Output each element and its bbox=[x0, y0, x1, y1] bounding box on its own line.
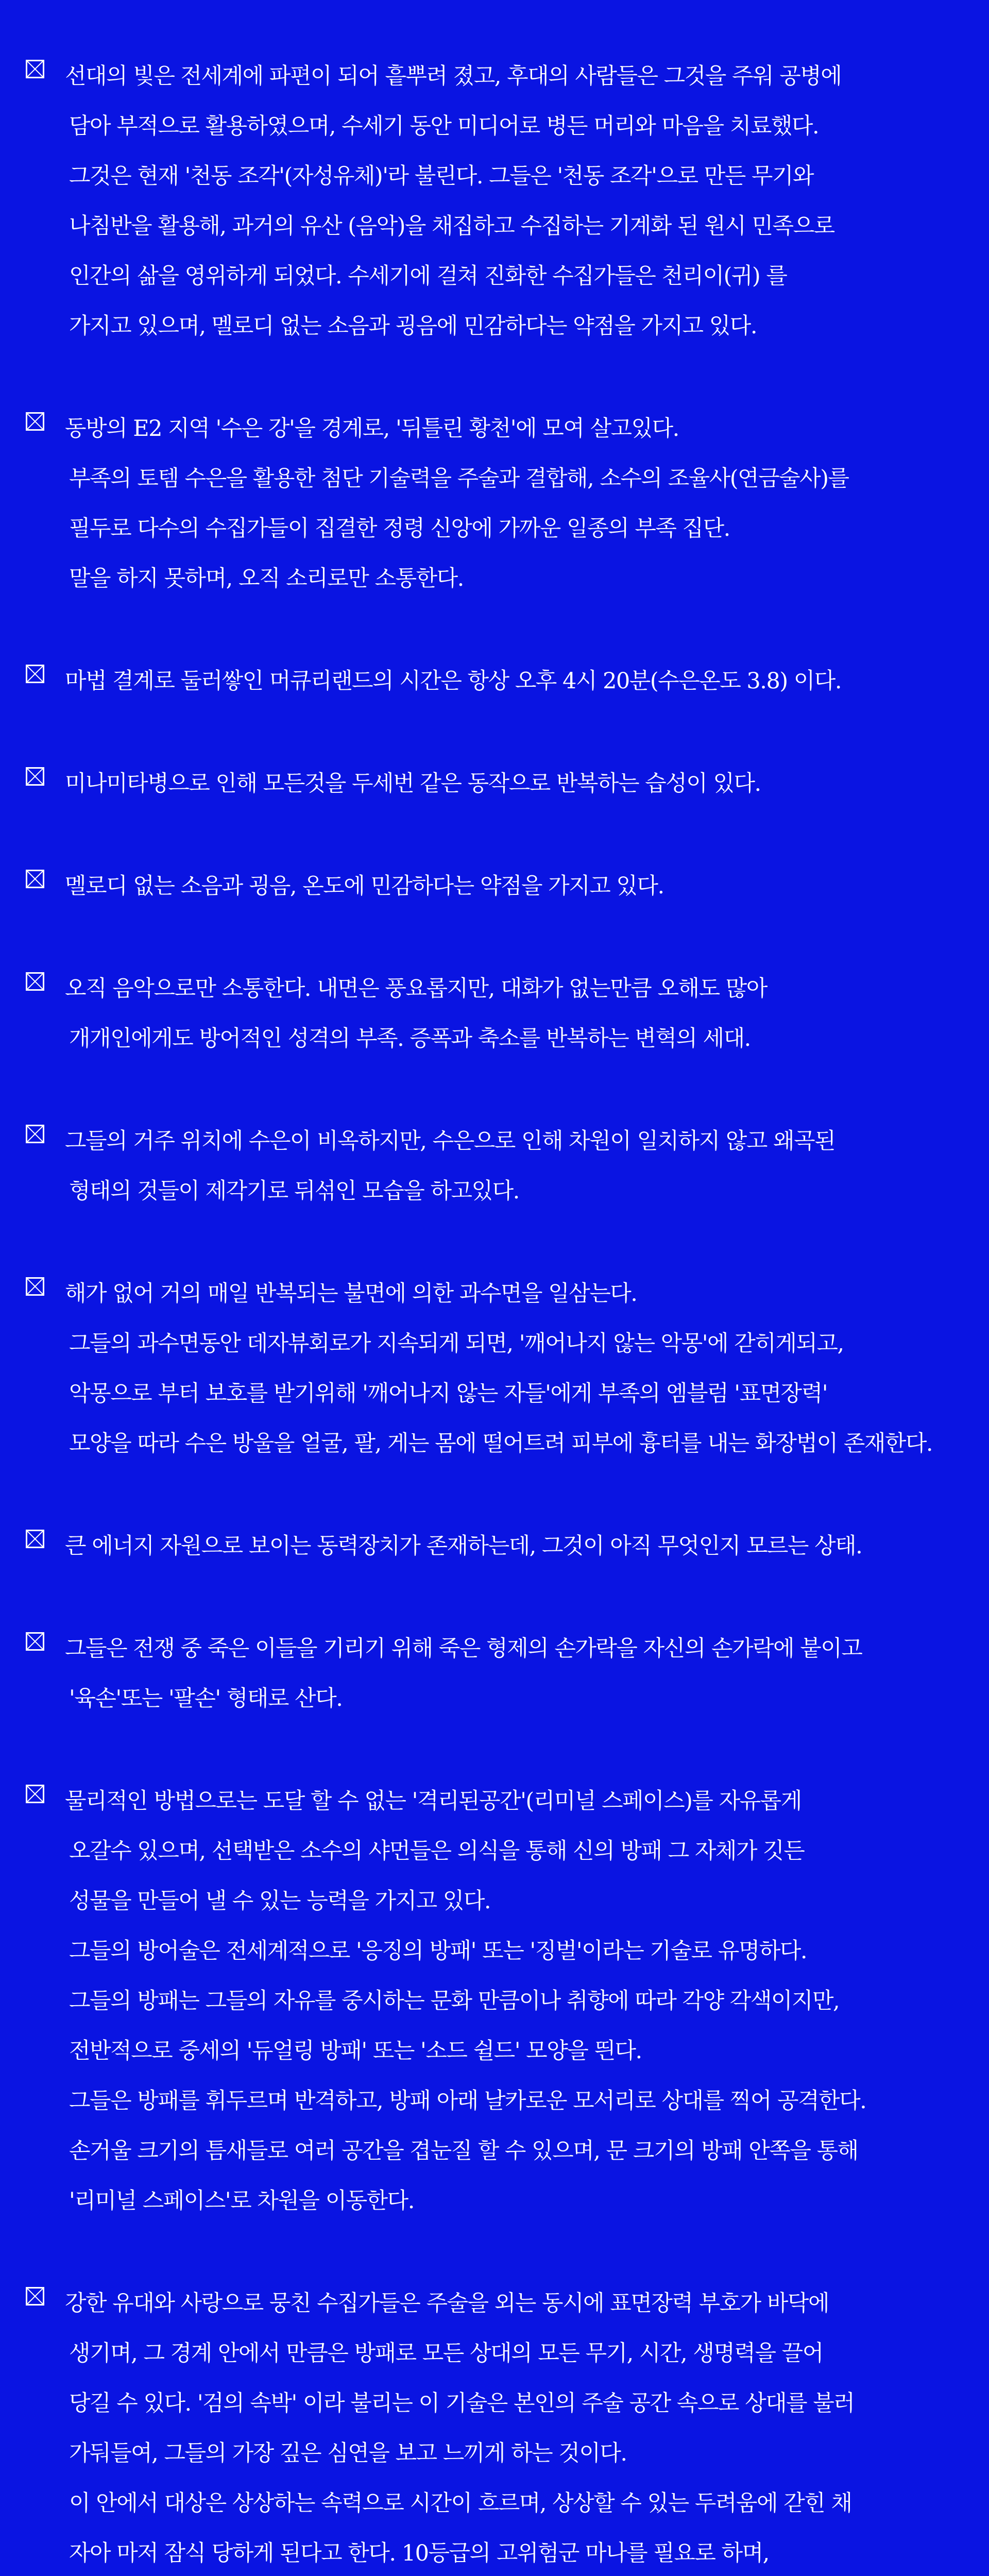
list-item-text-line: 그들의 방어술은 전세계적으로 '응징의 방패' 또는 '징벌'이라는 기술로 유명하다. bbox=[69, 1938, 807, 1964]
list-item-text-line: 선대의 빛은 전세계에 파편이 되어 흩뿌려 졌고, 후대의 사람들은 그것을 주워 공병에 bbox=[65, 63, 842, 89]
list-item-text-line: 그들은 전쟁 중 죽은 이들을 기리기 위해 죽은 형제의 손가락을 자신의 손가락에 붙이고 bbox=[65, 1636, 862, 1662]
list-item-text-line: 물리적인 방법으로는 도달 할 수 없는 '격리된공간'(리미널 스페이스)를 자유롭게 bbox=[65, 1788, 802, 1814]
list-item-text-line: 미나미타병으로 인해 모든것을 두세번 같은 동작으로 반복하는 습성이 있다. bbox=[65, 771, 761, 796]
list-item-text-line: 악몽으로 부터 보호를 받기위해 '깨어나지 않는 자들'에게 부족의 엠블럼 '표면장력' bbox=[69, 1381, 828, 1406]
checkbox-x-icon bbox=[26, 412, 44, 431]
checkbox-x-icon bbox=[26, 1125, 44, 1143]
list-item-text-line: 마법 결계로 둘러쌓인 머큐리랜드의 시간은 항상 오후 4시 20분(수은온도 3.8) 이다. bbox=[65, 668, 842, 694]
list-item-text-line: 인간의 삶을 영위하게 되었다. 수세기에 걸쳐 진화한 수집가들은 천리이(귀) 를 bbox=[69, 263, 787, 289]
list-item-text-line: 전반적으로 중세의 '듀얼링 방패' 또는 '소드 쉴드' 모양을 띈다. bbox=[69, 2038, 642, 2064]
list-item bbox=[26, 861, 968, 911]
list-item bbox=[26, 1624, 968, 1724]
list-item-text-line: 나침반을 활용해, 과거의 유산 (음악)을 채집하고 수집하는 기계화 된 원시 민족으로 bbox=[69, 213, 834, 239]
list-item-text-line: 동방의 E2 지역 '수은 강'을 경계로, '뒤틀린 황천'에 모여 살고있다. bbox=[65, 416, 679, 442]
list-item bbox=[26, 1269, 968, 1469]
checkbox-x-icon bbox=[26, 1632, 44, 1651]
checkbox-x-icon bbox=[26, 1530, 44, 1548]
list-item-text-line: 가지고 있으며, 멜로디 없는 소음과 굉음에 민감하다는 약점을 가지고 있다. bbox=[69, 313, 757, 339]
list-item bbox=[26, 656, 968, 706]
list-item-text-line: 형태의 것들이 제각기로 뒤섞인 모습을 하고있다. bbox=[69, 1178, 519, 1204]
list-item-text-line: 강한 유대와 사랑으로 뭉친 수집가들은 주술을 외는 동시에 표면장력 부호가 바닥에 bbox=[65, 2291, 829, 2316]
list-item-text-line: 이 안에서 대상은 상상하는 속력으로 시간이 흐르며, 상상할 수 있는 두려움에 갇힌 채 bbox=[69, 2490, 852, 2516]
list-item-text-line: 큰 에너지 자원으로 보이는 동력장치가 존재하는데, 그것이 아직 무엇인지 모르는 상태. bbox=[65, 1533, 862, 1559]
list-item-text-line: 말을 하지 못하며, 오직 소리로만 소통한다. bbox=[69, 566, 464, 591]
list-item-text-line: 그것은 현재 '천동 조각'(자성유체)'라 불린다. 그들은 '천동 조각'으로 만든 무기와 bbox=[69, 163, 814, 189]
list-item-text-line: 가둬들여, 그들의 가장 깊은 심연을 보고 느끼게 하는 것이다. bbox=[69, 2441, 627, 2466]
list-item-text-line: '리미널 스페이스'로 차원을 이동한다. bbox=[69, 2188, 414, 2214]
list-item-text-line: 성물을 만들어 낼 수 있는 능력을 가지고 있다. bbox=[69, 1888, 491, 1914]
list-item bbox=[26, 52, 968, 351]
list-item-text-line: 생기며, 그 경계 안에서 만큼은 방패로 모든 상대의 모든 무기, 시간, 생명력을 끌어 bbox=[69, 2341, 823, 2366]
list-item-text-line: 필두로 다수의 수집가들이 집결한 정령 신앙에 가까운 일종의 부족 집단. bbox=[69, 516, 730, 541]
list-item bbox=[26, 759, 968, 809]
checkbox-x-icon bbox=[26, 60, 44, 78]
item-list bbox=[26, 52, 968, 2576]
checkbox-x-icon bbox=[26, 665, 44, 683]
list-item-text-line: 부족의 토템 수은을 활용한 첨단 기술력을 주술과 결합해, 소수의 조율사(연금술사)를 bbox=[69, 466, 849, 492]
list-item bbox=[26, 1116, 968, 1216]
checkbox-x-icon bbox=[26, 870, 44, 888]
list-item bbox=[26, 2279, 968, 2576]
list-item-text-line: 해가 없어 거의 매일 반복되는 불면에 의한 과수면을 일삼는다. bbox=[65, 1281, 637, 1307]
list-item-text-line: 모양을 따라 수은 방울을 얼굴, 팔, 게는 몸에 떨어트려 피부에 흉터를 내는 화장법이 존재한다. bbox=[69, 1431, 933, 1456]
list-item-text-line: 그들의 방패는 그들의 자유를 중시하는 문화 만큼이나 취향에 따라 각양 각색이지만, bbox=[69, 1988, 840, 2014]
list-item bbox=[26, 964, 968, 1064]
list-item bbox=[26, 1521, 968, 1571]
checkbox-x-icon bbox=[26, 1785, 44, 1803]
checkbox-x-icon bbox=[26, 2287, 44, 2306]
list-item-text-line: 멜로디 없는 소음과 굉음, 온도에 민감하다는 약점을 가지고 있다. bbox=[65, 873, 664, 899]
list-item-text-line: 당길 수 있다. '검의 속박' 이라 불리는 이 기술은 본인의 주술 공간 속으로 상대를 불러 bbox=[69, 2391, 855, 2416]
list-item-text-line: 오갈수 있으며, 선택받은 소수의 샤먼들은 의식을 통해 신의 방패 그 자체가 깃든 bbox=[69, 1838, 805, 1864]
list-item-text-line: 자아 마저 잠식 당하게 된다고 한다. 10등급의 고위험군 마나를 필요로 하며, bbox=[69, 2540, 769, 2566]
list-item-text-line: 개개인에게도 방어적인 성격의 부족. 증폭과 축소를 반복하는 변혁의 세대. bbox=[69, 1026, 751, 1052]
list-item-text-line: 그들의 거주 위치에 수은이 비옥하지만, 수은으로 인해 차원이 일치하지 않고 왜곡된 bbox=[65, 1128, 835, 1154]
list-item bbox=[26, 404, 968, 604]
list-item-text-line: 담아 부적으로 활용하였으며, 수세기 동안 미디어로 병든 머리와 마음을 치료했다. bbox=[69, 113, 819, 139]
list-item-text-line: 손거울 크기의 틈새들로 여러 공간을 겹눈질 할 수 있으며, 문 크기의 방패 안쪽을 통해 bbox=[69, 2138, 858, 2164]
checkbox-x-icon bbox=[26, 972, 44, 991]
checkbox-x-icon bbox=[26, 1277, 44, 1296]
list-item-text-line: 그들은 방패를 휘두르며 반격하고, 방패 아래 날카로운 모서리로 상대를 찍어 공격한다. bbox=[69, 2088, 866, 2114]
checkbox-x-icon bbox=[26, 767, 44, 786]
list-item bbox=[26, 1776, 968, 2226]
list-item-text-line: '육손'또는 '팔손' 형태로 산다. bbox=[69, 1686, 343, 1711]
list-item-text-line: 그들의 과수면동안 데자뷰회로가 지속되게 되면, '깨어나지 않는 악몽'에 갇히게되고, bbox=[69, 1331, 844, 1357]
list-item-text-line: 오직 음악으로만 소통한다. 내면은 풍요롭지만, 대화가 없는만큼 오해도 많아 bbox=[65, 976, 767, 1002]
